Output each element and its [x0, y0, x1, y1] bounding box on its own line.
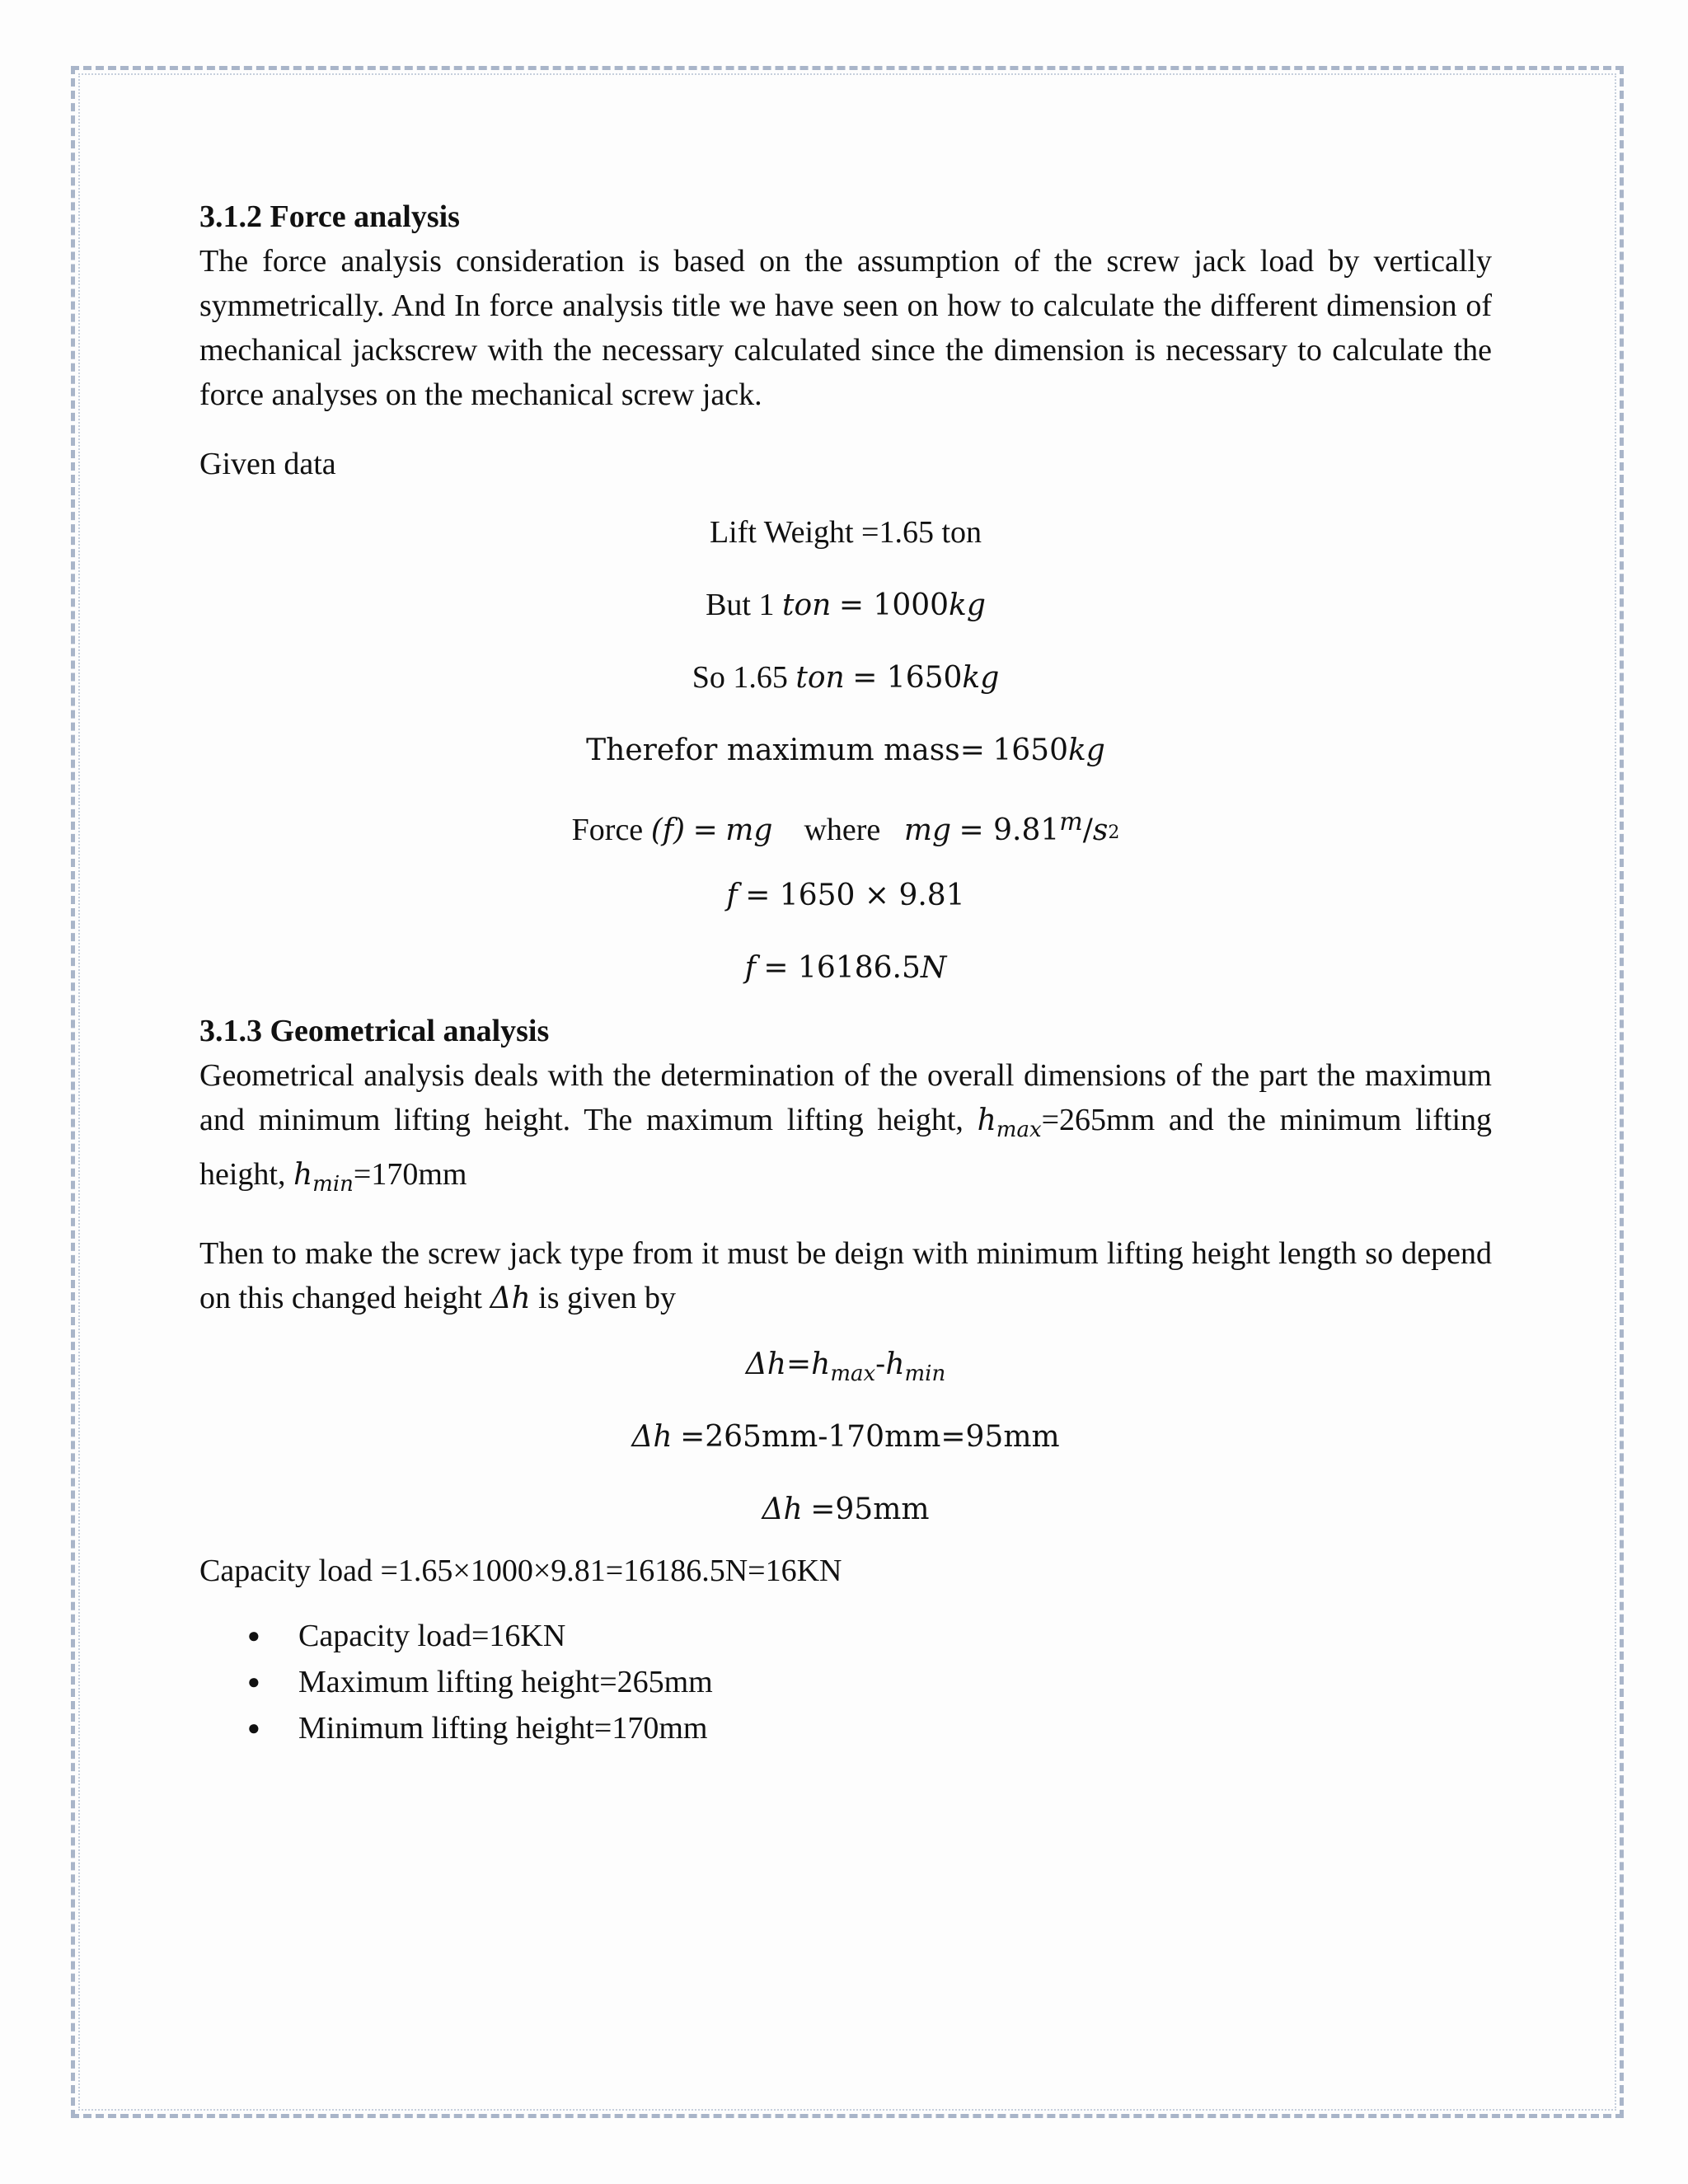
equation-delta-h-definition: $\Delta h=h_{max}-h_{min}$	[745, 1347, 946, 1386]
equation-maximum-mass: Therefor maximum mass= 1650kg	[586, 733, 1105, 767]
equation-force-calculation: f = 1650 × 9.81	[726, 879, 965, 912]
given-data-label: Given data	[199, 447, 336, 481]
equation-force-result: f = 16186.5N	[744, 951, 947, 985]
summary-bullet-list	[199, 1613, 1492, 1751]
changed-height-paragraph: Then to make the screw jack type from it must be deign with minimum lifting height length so depend on this changed height Δh is given by	[199, 1236, 1492, 1315]
equation-ton-conversion: But 1 ton = 1000kg	[706, 588, 986, 622]
section-heading-geometrical-analysis: 3.1.3 Geometrical analysis	[199, 1014, 550, 1048]
force-analysis-paragraph: The force analysis consideration is based on the assumption of the screw jack load by vertically symmetrically. And In force analysis title we have seen on how to calculate the different dimension of mechanical jackscrew with the necessary calculated since the dimension is necessary to calculate the force analyses on the mechanical screw jack.	[199, 244, 1492, 412]
document-body	[199, 194, 1492, 1751]
equation-mass-in-kg: So 1.65 ton = 1650kg	[692, 660, 1000, 695]
section-heading-force-analysis: 3.1.2 Force analysis	[199, 199, 460, 234]
equation-delta-h-result: Δh =95mm	[762, 1493, 930, 1526]
equation-delta-h-calculation: Δh =265mm-170mm=95mm	[631, 1420, 1060, 1454]
bullet-minimum-lifting-height: ● Minimum lifting height=170mm	[298, 1705, 1492, 1751]
equation-force-definition: Force (f) = mg where mg = $9.81^m/s^2$	[571, 808, 1120, 847]
geometrical-analysis-paragraph: Geometrical analysis deals with the determination of the overall dimensions of the part the maximum and minimum lifting height. The maximum lifting height, $h_{max}=265mm$ and the minimum lifting height, $h_{min}=170mm$	[199, 1058, 1492, 1197]
bullet-maximum-lifting-height: ● Maximum lifting height=265mm	[298, 1659, 1492, 1705]
bullet-capacity-load: ● Capacity load=16KN	[298, 1613, 1492, 1659]
capacity-load-line: Capacity load =1.65×1000×9.81=16186.5N=16KN	[199, 1554, 842, 1588]
equation-lift-weight: Lift Weight =1.65 ton	[709, 515, 982, 550]
